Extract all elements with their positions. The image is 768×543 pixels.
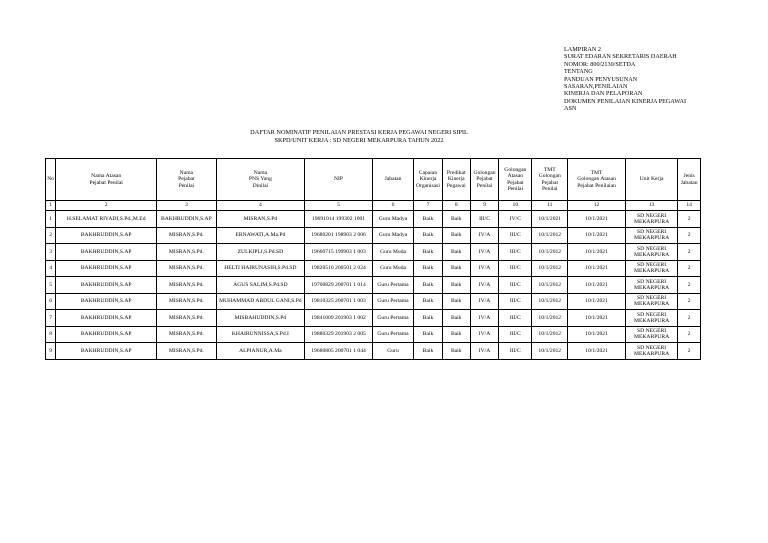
column-number: 4 — [216, 201, 304, 211]
table-cell: Guru Muda — [372, 260, 413, 277]
table-cell: BAKHRUDDIN,S.AP — [56, 310, 157, 327]
table-cell: Baik — [442, 260, 470, 277]
column-number: 11 — [532, 201, 568, 211]
table-cell: III/C — [499, 227, 532, 244]
table-cell: Baik — [414, 244, 443, 261]
table-cell: 10/1/2021 — [568, 343, 626, 360]
table-cell: 10/1/2021 — [568, 227, 626, 244]
table-cell: SD NEGERI MEKARPURA — [625, 260, 677, 277]
column-number: 12 — [568, 201, 626, 211]
table-cell: III/C — [499, 326, 532, 343]
table-cell: Baik — [414, 310, 443, 327]
column-number: 5 — [305, 201, 373, 211]
table-cell: Baik — [414, 260, 443, 277]
table-cell: 5 — [46, 277, 56, 294]
table-row — [46, 343, 701, 360]
table-cell: 19841009 201903 1 002 — [305, 310, 373, 327]
table-cell: 2 — [678, 277, 701, 294]
table-row — [46, 293, 701, 310]
table-cell: BAKHRUDDIN,S.AP — [56, 326, 157, 343]
table-cell: IV/A — [470, 310, 499, 327]
table-cell: 2 — [678, 293, 701, 310]
table-cell: SD NEGERI MEKARPURA — [625, 310, 677, 327]
table-cell: 2 — [678, 211, 701, 228]
table-cell: MISRAN,S.Pd. — [157, 326, 217, 343]
table-cell: Baik — [442, 227, 470, 244]
table-cell: 19660715 199903 1 003 — [305, 244, 373, 261]
table-cell: Guru Pertama — [372, 326, 413, 343]
table-cell: SD NEGERI MEKARPURA — [625, 293, 677, 310]
column-header: Golongan Pejabat Penilai — [470, 159, 499, 201]
table-cell: 8 — [46, 326, 56, 343]
column-number-row — [46, 201, 701, 211]
table-cell: SD NEGERI MEKARPURA — [625, 326, 677, 343]
table-cell: Guru Madya — [372, 227, 413, 244]
table-row — [46, 211, 701, 228]
column-header: Predikat Kinerja Pegawai — [442, 159, 470, 201]
table-cell: HELTI HAIRUNASIH,S.Pd.SD — [216, 260, 304, 277]
column-header: Unit Kerja — [625, 159, 677, 201]
lampiran-line: ASN — [564, 105, 577, 113]
column-number: 2 — [56, 201, 157, 211]
table-cell: 10/1/2021 — [532, 211, 568, 228]
table-cell: BAKHRUDDIN,S.AP — [56, 293, 157, 310]
table-cell: IV/A — [470, 293, 499, 310]
lampiran-line: NOMOR: 800/2130/SETDA — [564, 60, 636, 68]
table-cell: III/C — [499, 260, 532, 277]
lampiran-line: PANDUAN PENYUSUNAN — [564, 75, 638, 83]
table-cell: MISRAN,S.Pd. — [157, 293, 217, 310]
table-cell: 10/1/2012 — [532, 310, 568, 327]
table-cell: H.SELAMAT RIYADI,S.Pd.,M.Ed — [56, 211, 157, 228]
table-cell: Guru Madya — [372, 211, 413, 228]
column-header: TMT Golongan Atasan Pejabat Penilaian — [568, 159, 626, 201]
table-cell: SD NEGERI MEKARPURA — [625, 211, 677, 228]
table-cell: Baik — [442, 277, 470, 294]
table-cell: 19700829 200701 1 014 — [305, 277, 373, 294]
table-cell: 19691014 199302 1001 — [305, 211, 373, 228]
column-header: Jabatan — [372, 159, 413, 201]
table-cell: Baik — [442, 343, 470, 360]
table-cell: 10/1/2021 — [568, 310, 626, 327]
title-line-1: DAFTAR NOMINATIF PENILAIAN PRESTASI KERJA PEGAWAI NEGERI SIPIL — [250, 129, 468, 136]
nominative-table — [45, 158, 701, 360]
table-cell: 10/1/2021 — [568, 293, 626, 310]
table-cell: IV/A — [470, 326, 499, 343]
table-cell: 9 — [46, 343, 56, 360]
table-cell: 2 — [678, 244, 701, 261]
table-cell: 2 — [678, 260, 701, 277]
table-cell: Baik — [442, 310, 470, 327]
column-header: NIP — [305, 159, 373, 201]
table-cell: Baik — [414, 211, 443, 228]
table-cell: Baik — [414, 277, 443, 294]
table-cell: Guru Pertama — [372, 277, 413, 294]
column-header: Nama PNS Yang Dinilai — [216, 159, 304, 201]
table-cell: 10/1/2012 — [532, 260, 568, 277]
table-cell: MISRAN,S.Pd. — [157, 227, 217, 244]
table-cell: 4 — [46, 260, 56, 277]
table-cell: IV/A — [470, 277, 499, 294]
table-cell: Baik — [442, 211, 470, 228]
column-number: 6 — [372, 201, 413, 211]
table-cell: 10/1/2021 — [568, 326, 626, 343]
table-cell: Baik — [414, 293, 443, 310]
header-row — [46, 159, 701, 201]
table-cell: MUHAMMAD ABDUL GANI,S.Pd — [216, 293, 304, 310]
column-header: No — [46, 159, 56, 201]
table-cell: 19810325 200701 1 003 — [305, 293, 373, 310]
table-cell: MISBAHUDDIN,S.Pd — [216, 310, 304, 327]
table-cell: 19820510 200501 2 024 — [305, 260, 373, 277]
column-number: 13 — [625, 201, 677, 211]
table-cell: IV/A — [470, 343, 499, 360]
table-row — [46, 310, 701, 327]
table-row — [46, 277, 701, 294]
lampiran-block — [564, 46, 764, 113]
table-cell: SD NEGERI MEKARPURA — [625, 277, 677, 294]
document-title — [0, 129, 718, 144]
table-row — [46, 326, 701, 343]
table-cell: 10/1/2021 — [568, 244, 626, 261]
table-cell: 3 — [46, 244, 56, 261]
table-cell: IV/A — [470, 260, 499, 277]
column-header: Jenis Jabatan — [678, 159, 701, 201]
table-cell: IV/C — [499, 211, 532, 228]
table-cell: 2 — [678, 343, 701, 360]
table-cell: 10/1/2012 — [532, 326, 568, 343]
table-cell: 10/1/2012 — [532, 277, 568, 294]
table-cell: 19680201 198903 2 006 — [305, 227, 373, 244]
column-number: 14 — [678, 201, 701, 211]
table-cell: 10/1/2021 — [568, 277, 626, 294]
table-cell: KHAIRUNNISSA,S.Pd.I — [216, 326, 304, 343]
table-cell: Baik — [414, 343, 443, 360]
column-number: 1 — [46, 201, 56, 211]
lampiran-line: SURAT EDARAN SEKRETARIS DAERAH — [564, 53, 677, 61]
table-cell: 19880329 201903 2 005 — [305, 326, 373, 343]
title-line-2: SKPD/UNIT KERJA : SD NEGERI MEKARPURA TAHUN 2022 — [274, 136, 444, 144]
table-cell: BAKHRUDDIN,S.AP — [56, 260, 157, 277]
table-cell: 2 — [678, 326, 701, 343]
table-cell: BAKHRUDDIN,S.AP — [157, 211, 217, 228]
column-number: 10 — [499, 201, 532, 211]
table-row — [46, 244, 701, 261]
lampiran-line: DOKUMEN PENILAIAN KINERJA PEGAWAI — [564, 97, 687, 105]
column-number: 3 — [157, 201, 217, 211]
table-cell: Baik — [414, 326, 443, 343]
table-cell: MISRAN,S.Pd. — [157, 310, 217, 327]
column-header: Nama Pejabat Penilai — [157, 159, 217, 201]
lampiran-line: TENTANG — [564, 68, 593, 76]
column-header: TMT Golongan Pejabat Penilai — [532, 159, 568, 201]
table-cell: BAKHRUDDIN,S.AP — [56, 277, 157, 294]
table-cell: ERNAWATI,A.Ma.Pd — [216, 227, 304, 244]
table-cell: 2 — [46, 227, 56, 244]
table-cell: Guru Pertama — [372, 310, 413, 327]
table-cell: 2 — [678, 310, 701, 327]
table-row — [46, 227, 701, 244]
table-cell: Guru Muda — [372, 244, 413, 261]
table-cell: BAKHRUDDIN,S.AP — [56, 244, 157, 261]
table-cell: 10/1/2012 — [532, 293, 568, 310]
table-cell: III/C — [499, 277, 532, 294]
table-cell: BAKHRUDDIN,S.AP — [56, 227, 157, 244]
table-cell: SD NEGERI MEKARPURA — [625, 244, 677, 261]
table-cell: AGUS SALIM,S.Pd.SD — [216, 277, 304, 294]
column-header: Golongan Atasan Pejabat Penilai — [499, 159, 532, 201]
table-cell: MISRAN,S.Pd. — [157, 277, 217, 294]
table-cell: Guru Pertama — [372, 293, 413, 310]
column-header: Nama Atasan Pejabat Penilai — [56, 159, 157, 201]
lampiran-line: SASARAN,PENILAIAN — [564, 83, 628, 91]
table-cell: 10/1/2021 — [568, 260, 626, 277]
table-cell: III/C — [499, 293, 532, 310]
lampiran-line: LAMPIRAN 2 — [564, 46, 601, 53]
column-number: 8 — [442, 201, 470, 211]
table-cell: Baik — [442, 293, 470, 310]
column-number: 9 — [470, 201, 499, 211]
table-cell: III/C — [499, 244, 532, 261]
table-cell: 10/1/2012 — [532, 227, 568, 244]
table-cell: 10/1/2012 — [532, 343, 568, 360]
lampiran-line: KINERJA DAN PELAPORAN — [564, 90, 643, 98]
table-cell: 2 — [678, 227, 701, 244]
table-cell: Baik — [442, 326, 470, 343]
table-cell: MISRAN,S.Pd — [216, 211, 304, 228]
table-cell: 10/1/2012 — [532, 244, 568, 261]
table-cell: 19680805 200701 1 044 — [305, 343, 373, 360]
table-cell: 6 — [46, 293, 56, 310]
column-number: 7 — [414, 201, 443, 211]
table-cell: IV/A — [470, 227, 499, 244]
table-cell: ALPIANUR,A.Ma — [216, 343, 304, 360]
table-cell: 7 — [46, 310, 56, 327]
table-cell: MISRAN,S.Pd. — [157, 244, 217, 261]
column-header: Capaian Kinerja Organisasi — [414, 159, 443, 201]
table-row — [46, 260, 701, 277]
table-cell: IV/A — [470, 244, 499, 261]
table-cell: MISRAN,S.Pd. — [157, 260, 217, 277]
table-cell: Baik — [442, 244, 470, 261]
table-cell: III/C — [499, 310, 532, 327]
table-cell: SD NEGERI MEKARPURA — [625, 343, 677, 360]
table-cell: III/C — [499, 343, 532, 360]
table-cell: BAKHRUDDIN,S.AP — [56, 343, 157, 360]
table-cell: III/C — [470, 211, 499, 228]
table-cell: SD NEGERI MEKARPURA — [625, 227, 677, 244]
table-cell: 1 — [46, 211, 56, 228]
table-cell: Guru — [372, 343, 413, 360]
table-cell: MISRAN,S.Pd. — [157, 343, 217, 360]
table-cell: Baik — [414, 227, 443, 244]
table-cell: ZULKIPLI,S.Pd.SD — [216, 244, 304, 261]
table-cell: 10/1/2021 — [568, 211, 626, 228]
